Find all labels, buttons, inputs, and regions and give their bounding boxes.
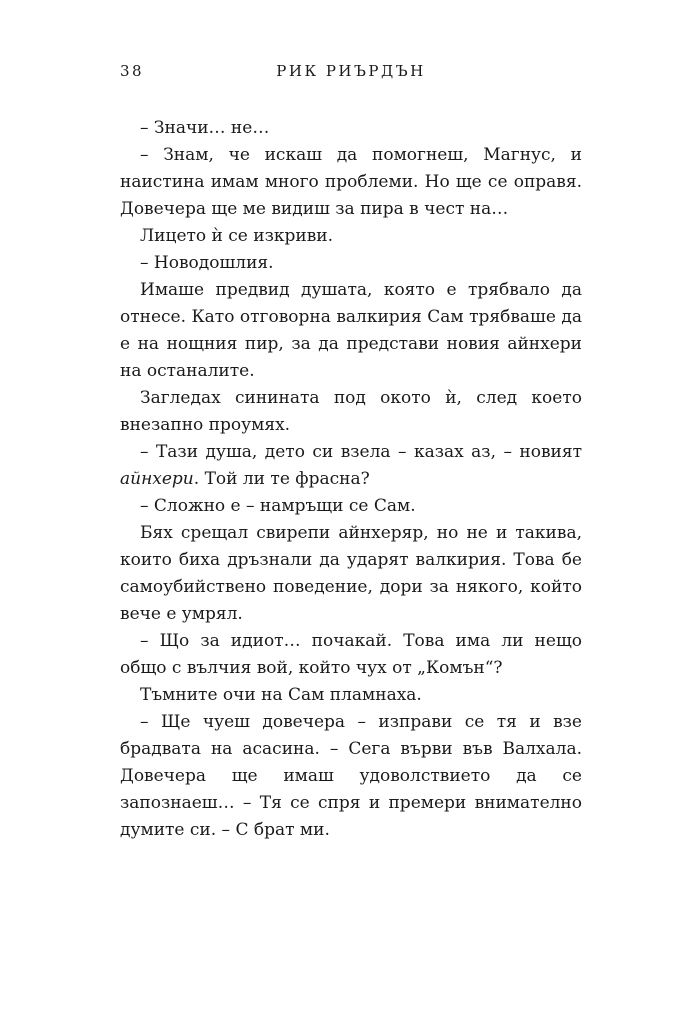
running-head: [120, 62, 582, 86]
paragraph: – Сложно е – намръщи се Сам.: [140, 496, 416, 516]
paragraph-text: – Тази душа, дето си взела – казах аз, – новият: [140, 442, 582, 462]
paragraph: – Ще чуеш довечера – изправи се тя и взе брадвата на асасина. – Сега върви във Валхала. Довечера ще имаш удоволствието да се запознаеш… – Тя се спря и премери внимателно думите си. – С брат ми.: [120, 712, 582, 840]
italic-term: айнхери: [120, 469, 194, 489]
paragraph: Загледах синината под окото ѝ, след което внезапно проумях.: [120, 388, 582, 435]
paragraph: Имаше предвид душата, която е трябвало да отнесе. Като отговорна валкирия Сам трябваше да е на нощния пир, за да представи новия айнхери на останалите.: [120, 280, 582, 381]
paragraph: [120, 439, 582, 493]
paragraph: – Новодошлия.: [140, 253, 274, 273]
paragraph: – Значи… не…: [140, 118, 270, 138]
paragraph-text: . Той ли те фрасна?: [193, 469, 370, 489]
paragraph: – Що за идиот… почакай. Това има ли нещо общо с вълчия вой, който чух от „Комън“?: [120, 631, 582, 678]
page-number: 38: [120, 62, 145, 80]
book-author: РИК РИЪРДЪН: [276, 62, 426, 80]
body-text: [120, 115, 582, 844]
paragraph: – Знам, че искаш да помогнеш, Магнус, и наистина имам много проблеми. Но ще се оправя. Довечера ще ме видиш за пира в чест на…: [120, 145, 582, 219]
paragraph: Лицето ѝ се изкриви.: [140, 226, 334, 246]
paragraph: Тъмните очи на Сам пламнаха.: [140, 685, 422, 705]
paragraph: Бях срещал свирепи айнхеряр, но не и такива, които биха дръзнали да ударят валкирия. Това бе самоубийствено поведение, дори за някого, който вече е умрял.: [120, 523, 582, 624]
